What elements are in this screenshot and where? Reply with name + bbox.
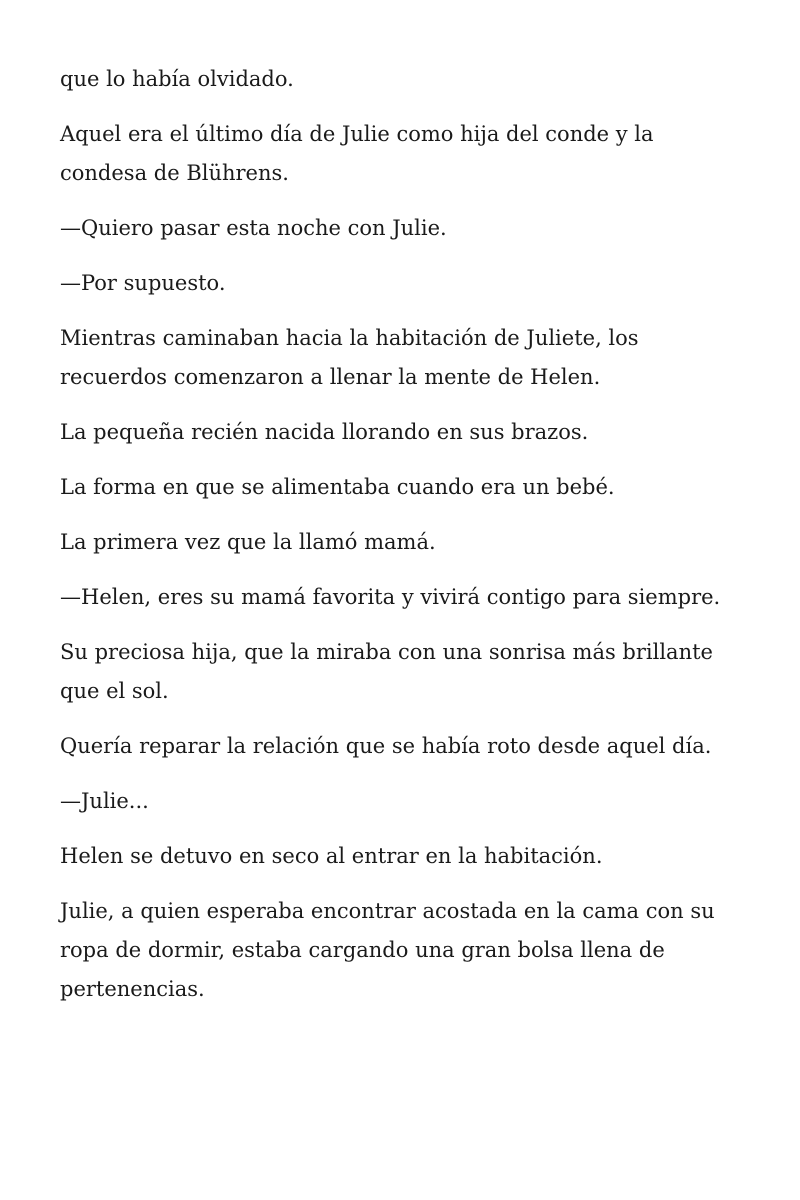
paragraph: —Helen, eres su mamá favorita y vivirá contigo para siempre. bbox=[60, 585, 721, 609]
paragraph: La primera vez que la llamó mamá. bbox=[60, 530, 436, 554]
paragraph: La pequeña recién nacida llorando en sus brazos. bbox=[60, 420, 589, 444]
paragraph: Su preciosa hija, que la miraba con una sonrisa más brillante que el sol. bbox=[60, 640, 713, 703]
paragraph: La forma en que se alimentaba cuando era un bebé. bbox=[60, 475, 615, 499]
paragraph: Helen se detuvo en seco al entrar en la habitación. bbox=[60, 844, 603, 868]
paragraph: —Julie... bbox=[60, 789, 149, 813]
paragraph: —Quiero pasar esta noche con Julie. bbox=[60, 216, 447, 240]
paragraph: Aquel era el último día de Julie como hija del conde y la condesa de Blührens. bbox=[60, 122, 654, 185]
paragraph: Mientras caminaban hacia la habitación de Juliete, los recuerdos comenzaron a llenar la mente de Helen. bbox=[60, 326, 639, 389]
paragraph: —Por supuesto. bbox=[60, 271, 226, 295]
paragraph: Julie, a quien esperaba encontrar acostada en la cama con su ropa de dormir, estaba cargando una gran bolsa llena de pertenencias. bbox=[60, 899, 715, 1001]
paragraph: que lo había olvidado. bbox=[60, 67, 294, 91]
paragraph: Quería reparar la relación que se había roto desde aquel día. bbox=[60, 734, 712, 758]
